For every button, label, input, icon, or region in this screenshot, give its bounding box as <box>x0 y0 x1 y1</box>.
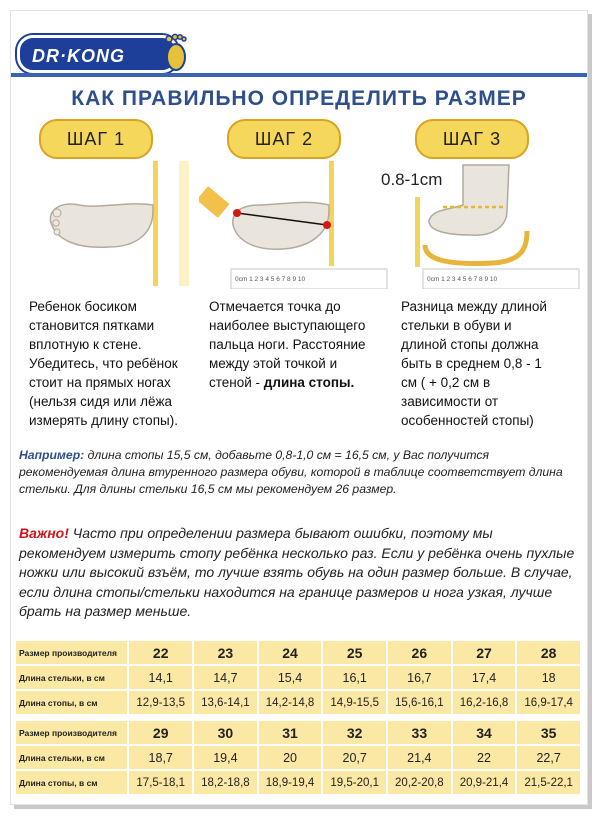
foot-cell: 21,5-22,1 <box>517 771 582 796</box>
step-2-text <box>209 297 395 392</box>
insole-cell: 16,1 <box>323 666 388 691</box>
step-1-text <box>29 297 209 430</box>
size-cell: 23 <box>194 641 259 666</box>
row-label: Длина стопы, в см <box>16 691 129 716</box>
size-cell: 29 <box>129 721 194 746</box>
foot-cell: 13,6-14,1 <box>194 691 259 716</box>
step-1-line: измерять длину стопы). <box>29 413 178 428</box>
foot-measure-illustration <box>199 161 389 289</box>
foot-cell: 18,9-19,4 <box>259 771 324 796</box>
ruler-scale-2: 0cm 1 2 3 4 5 6 7 8 9 10 <box>235 276 306 283</box>
foot-cell: 17,5-18,1 <box>129 771 194 796</box>
step-2-last-prefix: стеной - <box>209 375 264 390</box>
important-lead: Важно! <box>19 525 69 541</box>
size-table-1 <box>16 641 582 716</box>
size-table-2 <box>16 721 582 796</box>
step-1-badge: ШАГ 1 <box>39 119 153 159</box>
step-2-line: между этой точкой и <box>209 356 338 371</box>
insole-cell: 21,4 <box>388 746 453 771</box>
table-row <box>16 666 582 691</box>
size-cell: 32 <box>323 721 388 746</box>
step-3-line: особенностей стопы) <box>401 413 534 428</box>
size-cell: 33 <box>388 721 453 746</box>
insole-cell: 22,7 <box>517 746 582 771</box>
step-1-line: (нельзя сидя или лёжа <box>29 394 173 409</box>
size-cell: 34 <box>453 721 518 746</box>
foot-cell: 14,9-15,5 <box>323 691 388 716</box>
foot-cell: 16,2-16,8 <box>453 691 518 716</box>
row-label: Размер производителя <box>16 721 129 746</box>
logo-badge <box>17 35 178 73</box>
foot-cell: 15,6-16,1 <box>388 691 453 716</box>
size-cell: 35 <box>517 721 582 746</box>
step-3-line: стельки в обуви и <box>401 318 512 333</box>
logo-text: DR·KONG <box>32 46 125 66</box>
step-3-text <box>401 297 583 430</box>
size-cell: 27 <box>453 641 518 666</box>
insole-cell: 14,7 <box>194 666 259 691</box>
row-label: Размер производителя <box>16 641 129 666</box>
foot-at-wall-illustration <box>29 161 199 286</box>
footprint-icon <box>159 31 191 71</box>
size-cell: 31 <box>259 721 324 746</box>
step-1-line: вплотную к стене. <box>29 337 142 352</box>
example-note <box>19 447 579 498</box>
foot-cell: 12,9-13,5 <box>129 691 194 716</box>
important-text: Часто при определении размера бывают ошибки, поэтому мы рекомендуем измерить стопу ребёнка несколько раз. Если у ребёнка очень пухлые ножки или высокий взъём, то лучше взять обувь на один размер больше. В случае, если длина стопы/стельки находится на границе размеров и нога узкая, лучше брать на размер меньше. <box>19 525 575 619</box>
foot-cell: 18,2-18,8 <box>194 771 259 796</box>
size-cell: 25 <box>323 641 388 666</box>
size-cell: 30 <box>194 721 259 746</box>
size-cell: 26 <box>388 641 453 666</box>
table-row <box>16 691 582 716</box>
row-label: Длина стельки, в см <box>16 746 129 771</box>
shoe-gap-illustration <box>381 161 581 289</box>
size-cell: 22 <box>129 641 194 666</box>
step-3-line: длиной стопы должна <box>401 337 539 352</box>
table-row <box>16 721 582 746</box>
step-2-line: пальца ноги. Расстояние <box>209 337 366 352</box>
insole-cell: 20,7 <box>323 746 388 771</box>
page-frame <box>10 10 588 805</box>
step-2-line: наиболее выступающего <box>209 318 366 333</box>
insole-cell: 19,4 <box>194 746 259 771</box>
step-3-badge: ШАГ 3 <box>415 119 529 159</box>
example-text: длина стопы 15,5 см, добавьте 0,8-1,0 см = 16,5 см, у Вас получится рекомендуемая длина втуренного размера обуви, которой в таблице соответствует длина стельки. Для длины стельки 16,5 см мы рекомендуем 26 размер. <box>19 448 563 496</box>
foot-length-term: длина стопы. <box>263 375 355 390</box>
row-label: Длина стопы, в см <box>16 771 129 796</box>
step-1-line: Ребенок босиком <box>29 299 137 314</box>
brand-logo <box>17 31 187 75</box>
insole-cell: 18 <box>517 666 582 691</box>
gap-label: 0.8-1cm <box>381 170 443 189</box>
step-3-line: см ( + 0,2 см в <box>401 375 491 390</box>
step-2-line <box>209 373 395 392</box>
step-3-line: зависимости от <box>401 394 499 409</box>
ruler-scale-3: 0cm 1 2 3 4 5 6 7 8 9 10 <box>427 276 498 283</box>
foot-cell: 19,5-20,1 <box>323 771 388 796</box>
step-3-line: быть в среднем 0,8 - 1 <box>401 356 542 371</box>
insole-cell: 18,7 <box>129 746 194 771</box>
foot-cell: 14,2-14,8 <box>259 691 324 716</box>
header-rule <box>11 73 587 77</box>
insole-cell: 17,4 <box>453 666 518 691</box>
step-1-line: стоит на прямых ногах <box>29 375 171 390</box>
insole-cell: 22 <box>453 746 518 771</box>
insole-cell: 14,1 <box>129 666 194 691</box>
insole-cell: 16,7 <box>388 666 453 691</box>
step-3-line: Разница между длиной <box>401 299 547 314</box>
insole-cell: 15,4 <box>259 666 324 691</box>
example-lead: Например: <box>19 448 85 462</box>
table-row <box>16 641 582 666</box>
step-2-line: Отмечается точка до <box>209 299 341 314</box>
foot-cell: 16,9-17,4 <box>517 691 582 716</box>
page-title: КАК ПРАВИЛЬНО ОПРЕДЕЛИТЬ РАЗМЕР <box>71 87 527 110</box>
table-row <box>16 746 582 771</box>
step-2-badge: ШАГ 2 <box>227 119 341 159</box>
size-cell: 28 <box>517 641 582 666</box>
step-1-line: Убедитесь, что ребёнок <box>29 356 178 371</box>
foot-cell: 20,2-20,8 <box>388 771 453 796</box>
step-1-line: становится пятками <box>29 318 155 333</box>
insole-cell: 20 <box>259 746 324 771</box>
important-note <box>19 524 579 622</box>
size-cell: 24 <box>259 641 324 666</box>
table-row <box>16 771 582 796</box>
foot-cell: 20,9-21,4 <box>453 771 518 796</box>
row-label: Длина стельки, в см <box>16 666 129 691</box>
